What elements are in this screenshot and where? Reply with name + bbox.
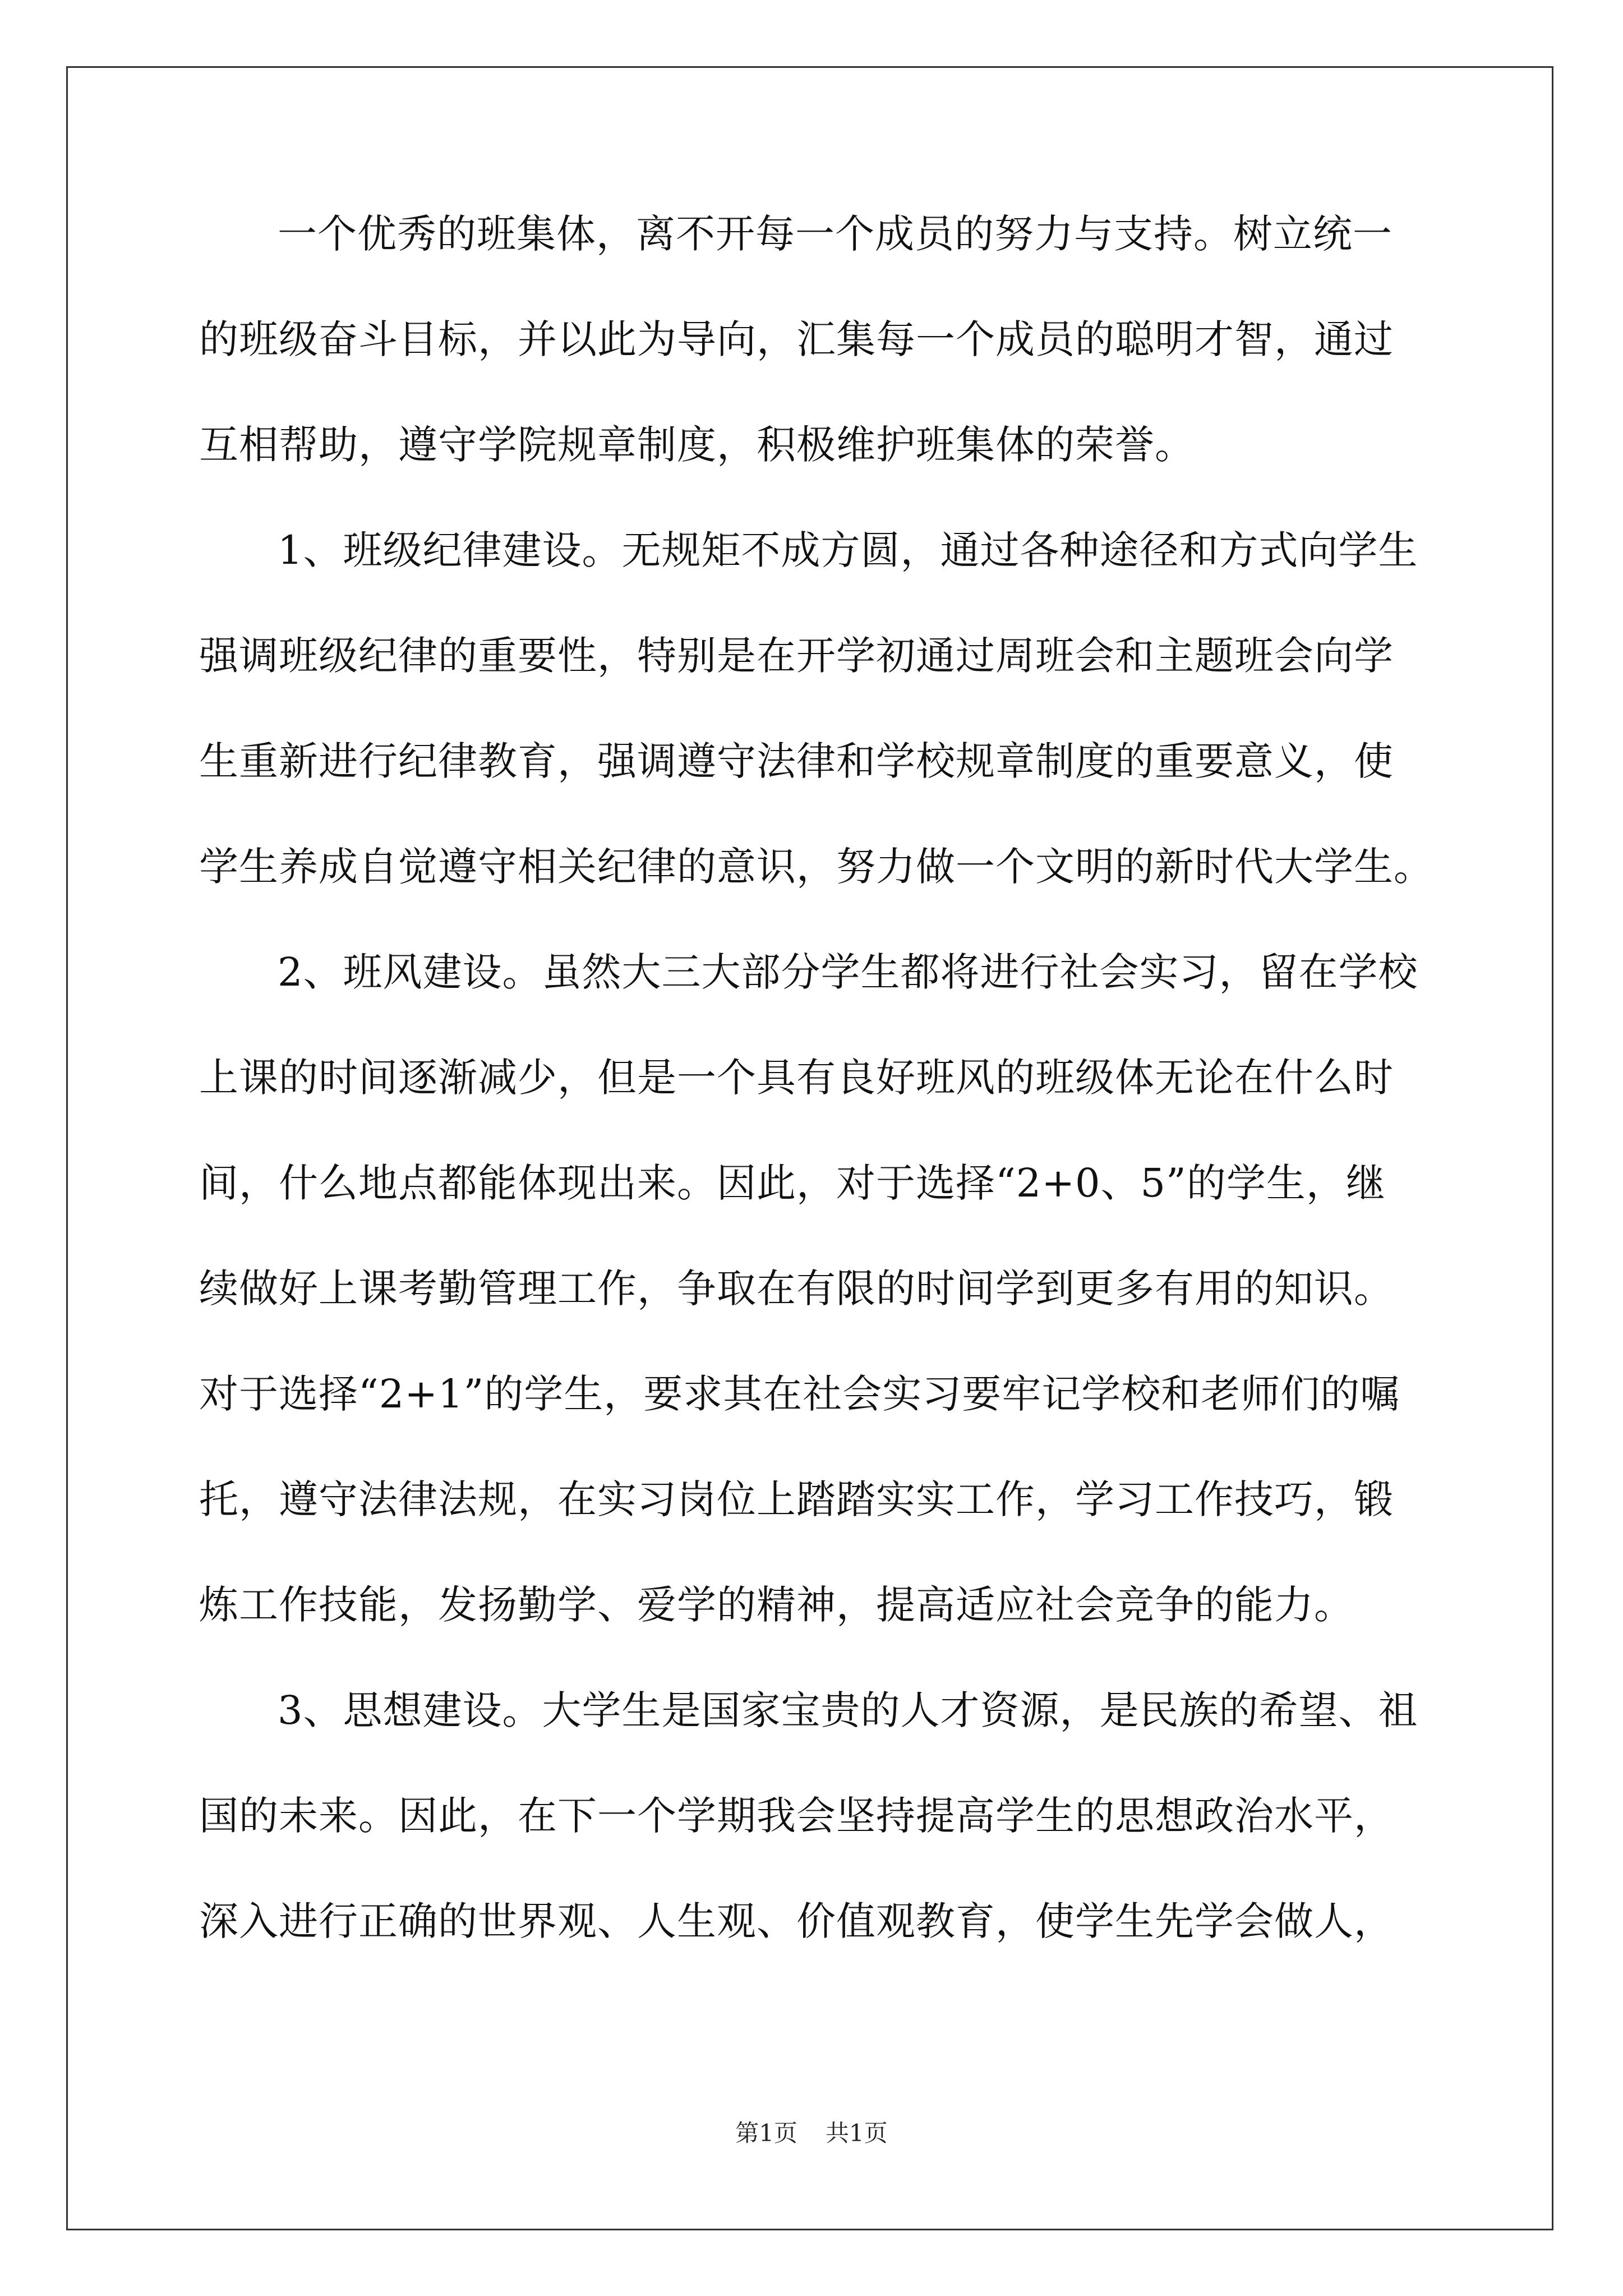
paragraph-3-line-2: 上课的时间逐渐减少，但是一个具有良好班风的班级体无论在什么时 (199, 1055, 1394, 1101)
paragraph-4-line-1: 3、思想建设。大学生是国家宝贵的人才资源，是民族的希望、祖 (278, 1687, 1418, 1733)
paragraph-4-line-2: 国的未来。因此，在下一个学期我会坚持提高学生的思想政治水平， (199, 1793, 1394, 1839)
paragraph-2-line-2: 强调班级纪律的重要性，特别是在开学初通过周班会和主题班会向学 (199, 633, 1394, 679)
paragraph-2-line-4: 学生养成自觉遵守相关纪律的意识，努力做一个文明的新时代大学生。 (199, 844, 1433, 890)
paragraph-3-line-7: 炼工作技能，发扬勤学、爱学的精神，提高适应社会竞争的能力。 (199, 1582, 1354, 1628)
paragraph-3-line-5: 对于选择“2+1”的学生，要求其在社会实习要牢记学校和老师们的嘱 (199, 1371, 1400, 1417)
page-number: 第1页 (735, 2119, 797, 2147)
paragraph-1-line-1: 一个优秀的班集体，离不开每一个成员的努力与支持。树立统一 (278, 211, 1393, 257)
paragraph-3-line-3: 间，什么地点都能体现出来。因此，对于选择“2+0、5”的学生，继 (199, 1160, 1386, 1206)
paragraph-2-line-1: 1、班级纪律建设。无规矩不成方圆，通过各种途径和方式向学生 (278, 527, 1418, 573)
paragraph-4-line-3: 深入进行正确的世界观、人生观、价值观教育，使学生先学会做人， (199, 1898, 1394, 1944)
paragraph-1-line-3: 互相帮助，遵守学院规章制度，积极维护班集体的荣誉。 (199, 422, 1195, 468)
paragraph-3-line-1: 2、班风建设。虽然大三大部分学生都将进行社会实习，留在学校 (278, 949, 1418, 995)
paragraph-3-line-6: 托，遵守法律法规，在实习岗位上踏踏实实工作，学习工作技巧，锻 (199, 1476, 1394, 1522)
paragraph-2-line-3: 生重新进行纪律教育，强调遵守法律和学校规章制度的重要意义，使 (199, 738, 1394, 784)
page-footer (0, 2116, 1623, 2150)
document-body (199, 181, 1438, 1974)
paragraph-3-line-4: 续做好上课考勤管理工作，争取在有限的时间学到更多有用的知识。 (199, 1266, 1394, 1312)
page-total: 共1页 (826, 2119, 888, 2147)
paragraph-1-line-2: 的班级奋斗目标，并以此为导向，汇集每一个成员的聪明才智，通过 (199, 316, 1394, 362)
